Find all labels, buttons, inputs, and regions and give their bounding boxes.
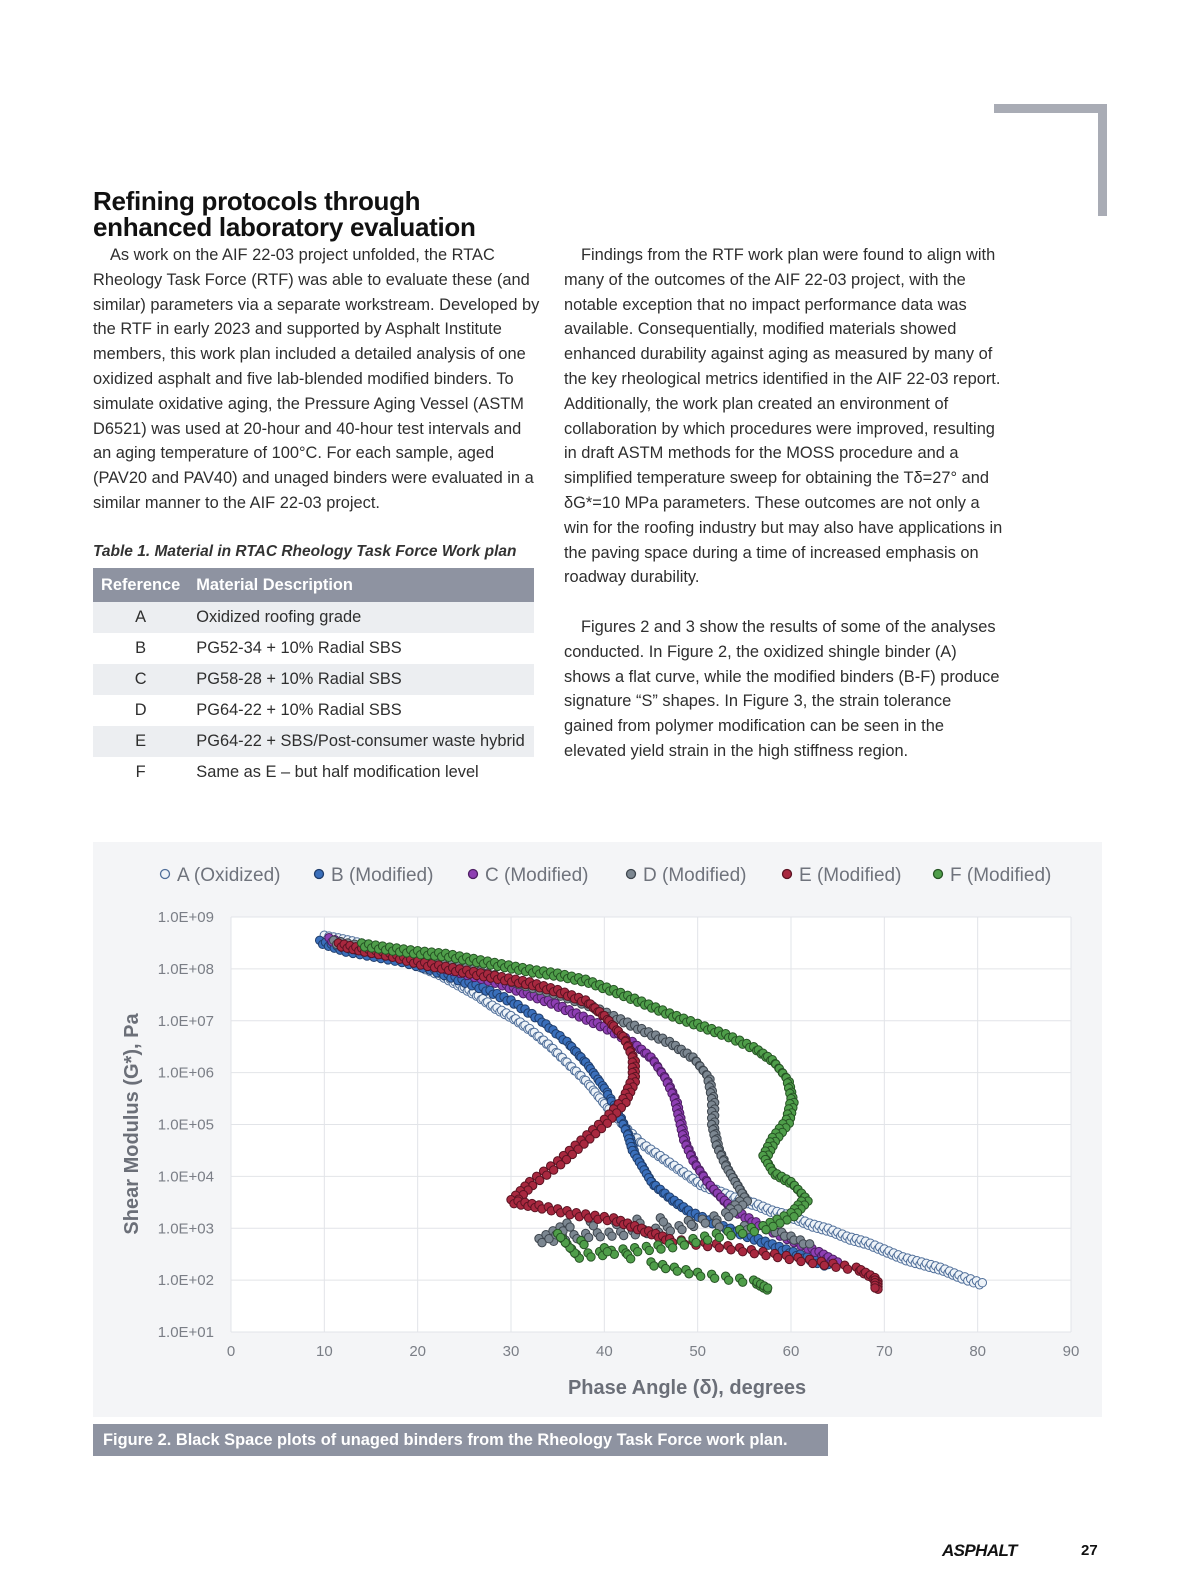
- x-tick-label: 80: [969, 1343, 987, 1360]
- data-point: [619, 1231, 627, 1239]
- legend-marker: [934, 870, 943, 879]
- table-row: [93, 664, 534, 695]
- data-point: [738, 1229, 746, 1237]
- x-tick-label: 40: [595, 1343, 613, 1360]
- data-point: [596, 1233, 604, 1241]
- data-point: [556, 1233, 564, 1241]
- y-tick-label: 1.0E+01: [157, 1324, 214, 1341]
- data-point: [696, 1272, 704, 1280]
- table-row: [93, 602, 534, 633]
- data-point: [773, 1253, 781, 1261]
- row-description: Same as E – but half modification level: [196, 763, 479, 781]
- table-row: [93, 726, 534, 757]
- y-tick-label: 1.0E+06: [157, 1064, 214, 1082]
- row-description: PG64-22 + SBS/Post-consumer waste hybrid: [188, 726, 534, 757]
- table-row: [93, 757, 534, 788]
- x-tick-label: 30: [502, 1343, 520, 1360]
- data-point: [750, 1227, 758, 1235]
- data-point: [785, 1255, 793, 1263]
- y-tick-label: 1.0E+09: [157, 909, 214, 926]
- data-point: [762, 1225, 770, 1233]
- data-point: [727, 1231, 735, 1239]
- right-column: [564, 243, 1004, 764]
- data-point: [603, 1248, 611, 1256]
- data-point: [587, 1253, 595, 1261]
- data-point: [978, 1279, 986, 1287]
- row-reference: A: [93, 602, 188, 633]
- y-tick-label: 1.0E+04: [157, 1168, 214, 1186]
- data-point: [763, 1284, 771, 1292]
- data-point: [797, 1257, 805, 1265]
- data-point: [673, 1267, 681, 1275]
- data-point: [724, 1212, 732, 1220]
- legend-marker: [315, 870, 324, 879]
- data-point: [724, 1276, 732, 1284]
- data-point: [633, 1248, 641, 1256]
- data-point: [666, 1227, 674, 1235]
- row-reference: E: [93, 726, 188, 757]
- x-tick-label: 0: [226, 1343, 236, 1360]
- y-tick-label: 1.0E+05: [157, 1116, 214, 1134]
- headline-line-2: enhanced laboratory evaluation: [93, 212, 476, 242]
- header-material-description: Material Description: [188, 568, 534, 602]
- table-header-row: [93, 568, 534, 602]
- row-description: Oxidized roofing grade: [188, 602, 534, 633]
- data-point: [645, 1246, 653, 1254]
- data-point: [832, 1263, 840, 1271]
- corner-bracket-decoration: [994, 104, 1107, 216]
- left-column: [93, 243, 541, 516]
- data-point: [871, 1284, 879, 1292]
- data-point: [820, 1261, 828, 1269]
- data-point: [659, 1218, 667, 1226]
- data-point: [657, 1245, 665, 1253]
- legend-marker: [627, 870, 636, 879]
- data-point: [710, 1274, 718, 1282]
- data-point: [580, 1240, 588, 1248]
- data-point: [738, 1248, 746, 1256]
- y-tick-label: 1.0E+08: [157, 960, 214, 978]
- data-point: [687, 1220, 695, 1228]
- left-paragraph: As work on the AIF 22-03 project unfolded, the RTAC Rheology Task Force (RTF) was able to evaluate these (and similar) parameters via a separate workstream. Developed by the RTF in early 2023 and supported by Asphalt Institute members, this work plan included a detailed analysis of one oxidized asphalt and five lab-blended modified binders. To simulate oxidative aging, the Pressure Aging Vessel (ASTM D6521) was used at 20-hour and 40-hour test intervals and an aging temperature of 100°C. For each sample, aged (PAV20 and PAV40) and unaged binders were evaluated in a similar manner to the AIF 22-03 project.: [93, 246, 540, 512]
- legend-label: D (Modified): [643, 865, 747, 886]
- data-point: [566, 1223, 574, 1231]
- header-reference: Reference: [93, 568, 188, 602]
- data-point: [715, 1244, 723, 1252]
- x-tick-label: 70: [875, 1343, 893, 1360]
- data-point: [692, 1238, 700, 1246]
- data-point: [808, 1259, 816, 1267]
- publication-logo: ASPHALT: [942, 1541, 1017, 1560]
- table-row: [93, 695, 534, 726]
- legend: [161, 865, 1052, 886]
- data-point: [727, 1246, 735, 1254]
- table-row: [93, 633, 534, 664]
- row-description: PG58-28 + 10% Radial SBS: [188, 664, 534, 695]
- x-tick-label: 90: [1062, 1343, 1080, 1360]
- x-tick-label: 10: [315, 1343, 333, 1360]
- row-reference: F: [135, 763, 146, 781]
- y-tick-label: 1.0E+02: [157, 1272, 214, 1290]
- legend-label: A (Oxidized): [177, 865, 281, 886]
- y-axis-title: Shear Modulus (G*), Pa: [121, 1013, 143, 1235]
- row-reference: D: [134, 701, 147, 719]
- data-point: [843, 1265, 851, 1273]
- data-point: [661, 1264, 669, 1272]
- data-point: [668, 1244, 676, 1252]
- table-caption: Table 1. Material in RTAC Rheology Task Force Work plan: [93, 543, 517, 560]
- figure-caption: Figure 2. Black Space plots of unaged binders from the Rheology Task Force work plan.: [93, 1424, 828, 1456]
- data-point: [715, 1233, 723, 1241]
- x-tick-label: 60: [782, 1343, 800, 1360]
- materials-table: [93, 568, 534, 788]
- legend-label: C (Modified): [485, 865, 589, 886]
- legend-label: B (Modified): [331, 865, 434, 886]
- chart-canvas: [93, 842, 1102, 1417]
- x-tick-label: 20: [409, 1343, 427, 1360]
- legend-marker: [469, 870, 478, 879]
- x-axis-title: Phase Angle (δ), degrees: [567, 1377, 807, 1399]
- row-reference: B: [135, 639, 147, 657]
- right-paragraph-2: Figures 2 and 3 show the results of some of the analyses conducted. In Figure 2, the oxidized shingle binder (A) shows a flat curve, while the modified binders (B-F) produce signature “S” shapes. In Figure 3, the strain tolerance gained from polymer modification can be seen in the elevated yield strain in the high stiffness region.: [564, 617, 1000, 760]
- page-number: 27: [1081, 1542, 1098, 1559]
- black-space-chart: [93, 842, 1102, 1417]
- data-point: [762, 1251, 770, 1259]
- data-point: [805, 1240, 813, 1248]
- section-headline: [93, 188, 553, 240]
- headline-line-1: Refining protocols through: [93, 186, 421, 216]
- data-point: [650, 1262, 658, 1270]
- y-tick-label: 1.0E+03: [157, 1220, 214, 1238]
- x-tick-label: 50: [689, 1343, 707, 1360]
- data-point: [738, 1278, 746, 1286]
- y-tick-label: 1.0E+07: [157, 1012, 214, 1030]
- legend-label: E (Modified): [799, 865, 902, 886]
- data-point: [680, 1241, 688, 1249]
- data-point: [678, 1225, 686, 1233]
- data-point: [701, 1219, 709, 1227]
- row-reference: C: [93, 664, 188, 695]
- legend-marker: [783, 870, 792, 879]
- data-point: [685, 1270, 693, 1278]
- legend-label: F (Modified): [950, 865, 1052, 886]
- data-point: [608, 1232, 616, 1240]
- data-point: [703, 1236, 711, 1244]
- data-point: [750, 1249, 758, 1257]
- row-description: PG64-22 + 10% Radial SBS: [196, 701, 402, 719]
- legend-marker: [161, 870, 170, 879]
- data-point: [626, 1255, 634, 1263]
- row-description: PG52-34 + 10% Radial SBS: [196, 639, 402, 657]
- right-paragraph-1: Findings from the RTF work plan were found to align with many of the outcomes of the AIF 22-03 project, with the notable exception that no impact performance data was available. Consequentially, modified materials showed enhanced durability against aging as measured by many of the key rheological metrics identified in the AIF 22-03 report. Additionally, the work plan created an environment of collaboration by which procedures were improved, resulting in draft ASTM methods for the MOSS procedure and a simplified temperature sweep for obtaining the Tδ=27° and δG*=10 MPa parameters. These outcomes are not only a win for the roofing industry but may also have applications in the paving space during a time of increased emphasis on roadway durability.: [564, 246, 1003, 587]
